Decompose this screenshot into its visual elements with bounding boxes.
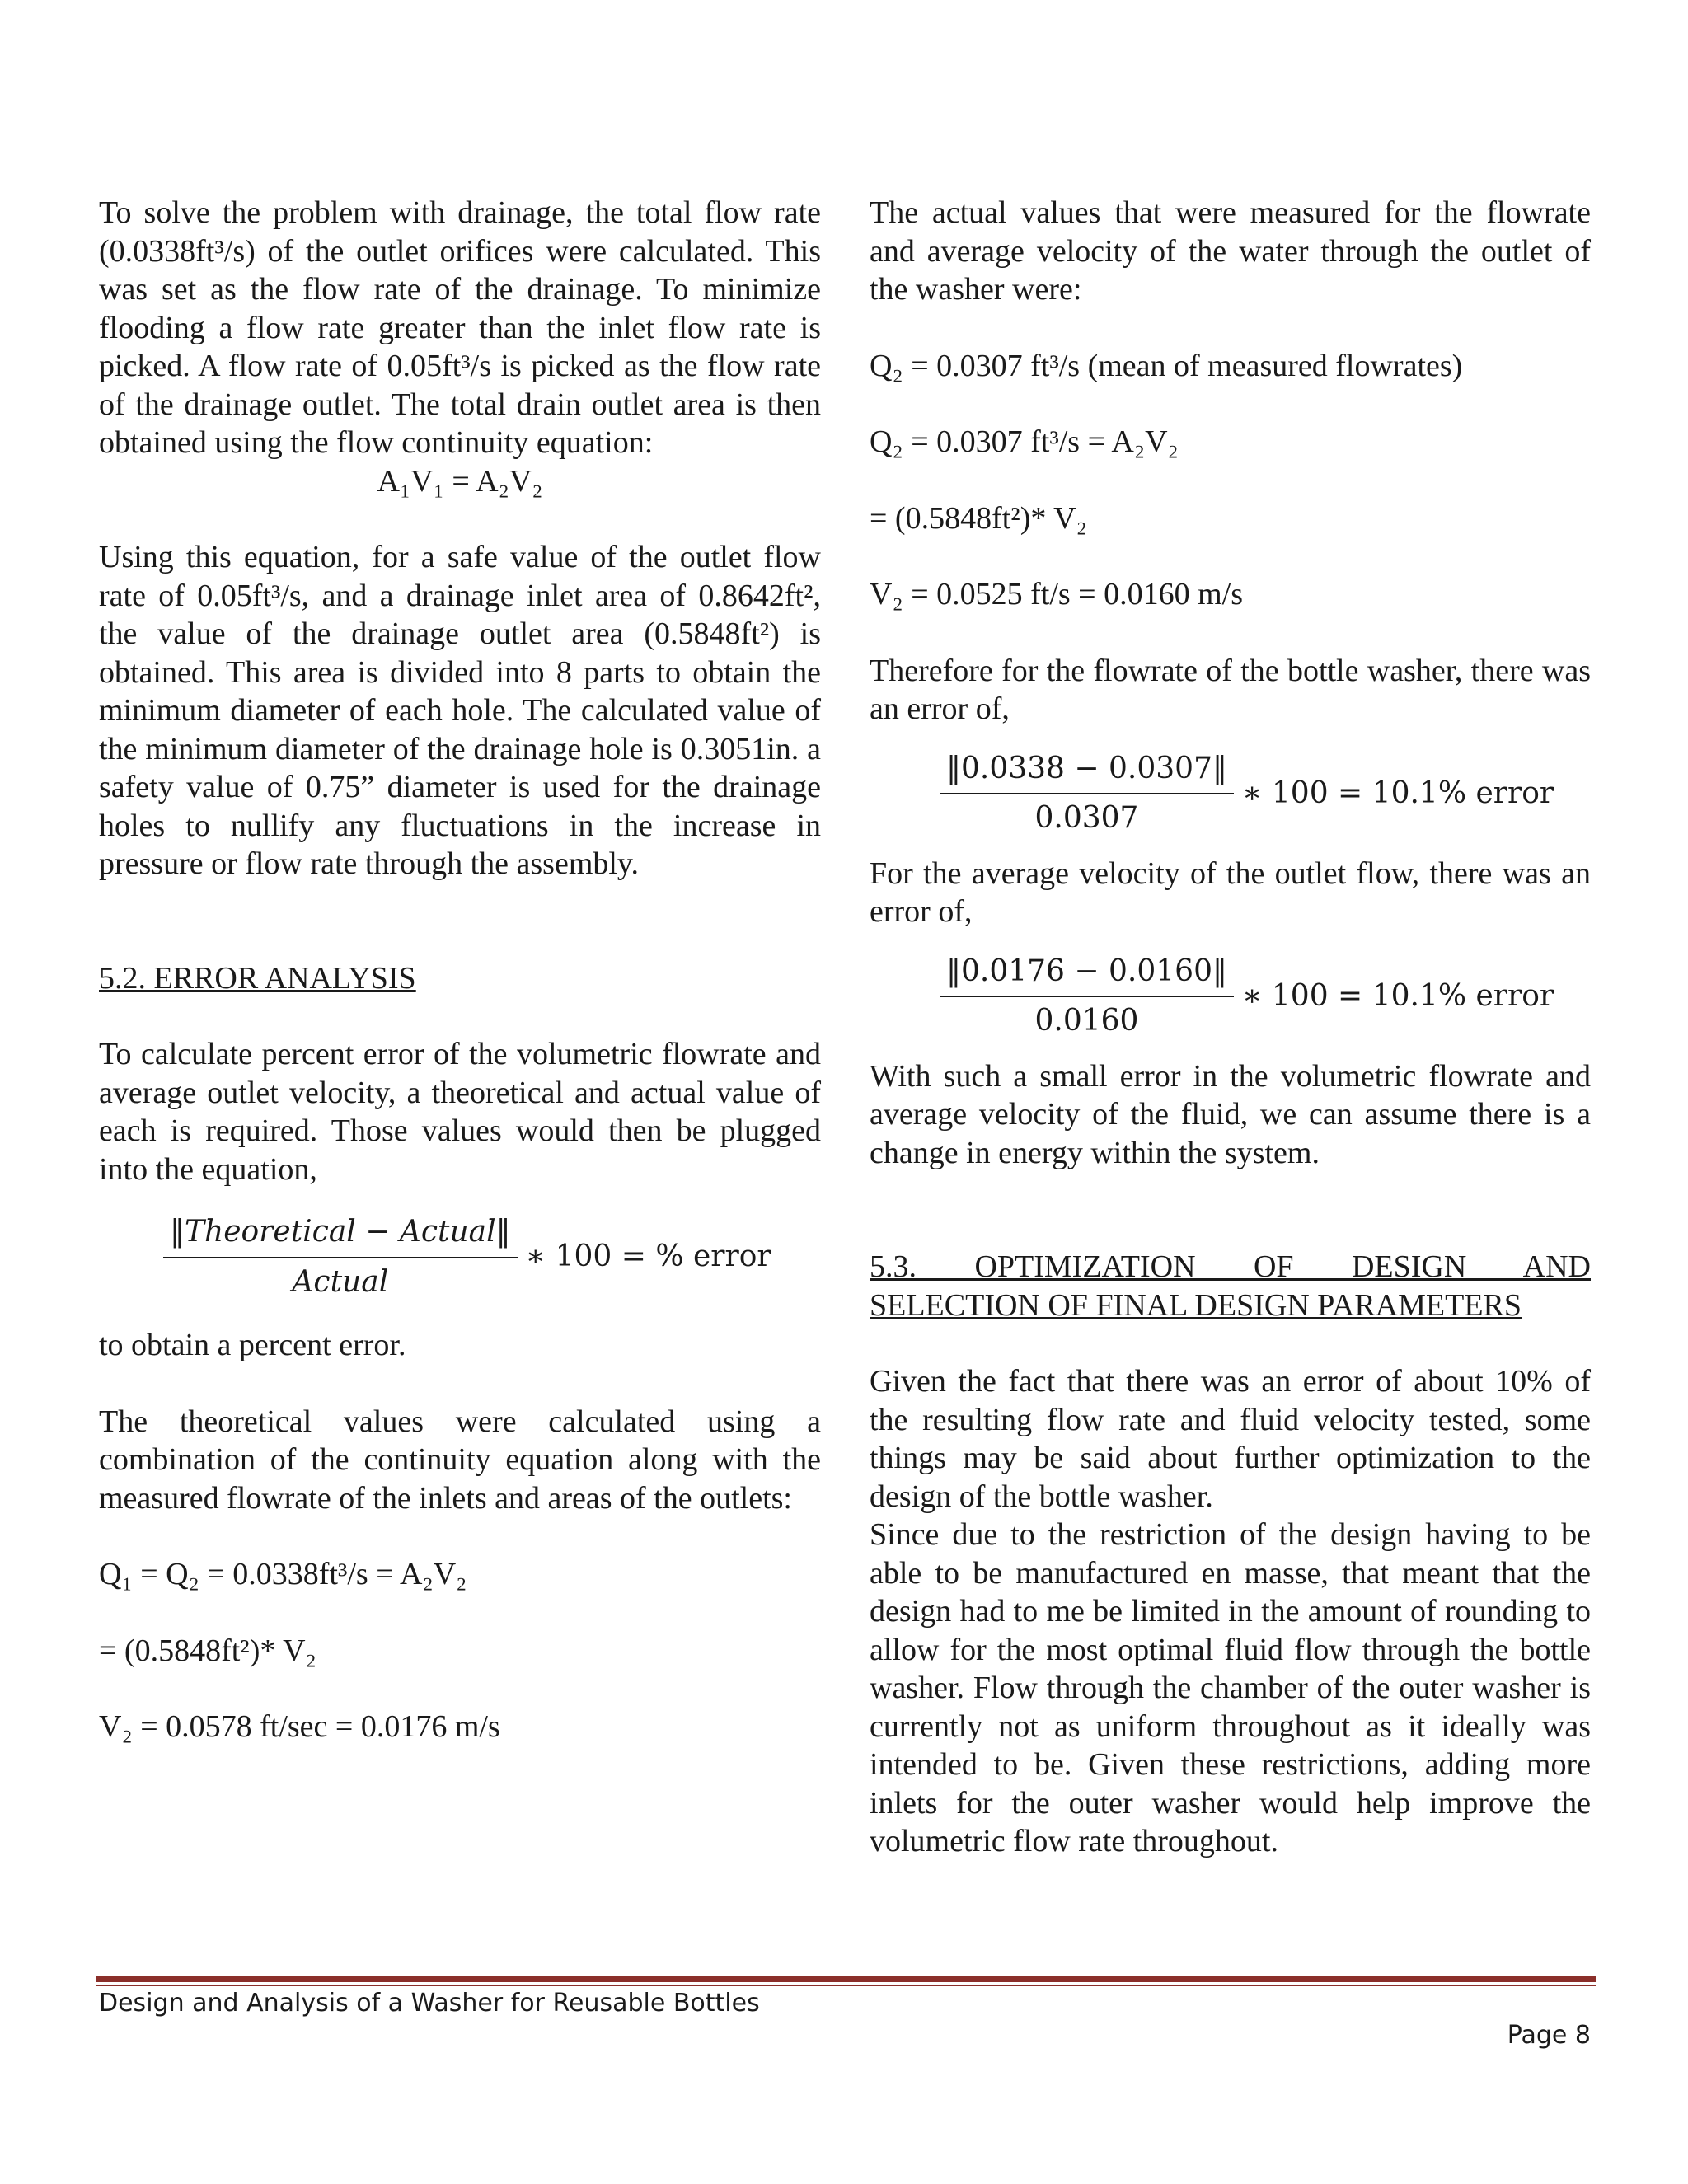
section-heading-optimization: [870, 1248, 1591, 1324]
theoretical-values-paragraph: The theoretical values were calculated using a combination of the continuity equation along with the measured flowrate of the inlets and areas of the outlets:: [99, 1404, 821, 1516]
velocity-error-paragraph: For the average velocity of the outlet flow, there was an error of,: [870, 855, 1591, 929]
percent-error-line: to obtain a percent error.: [99, 1328, 406, 1362]
optimization-paragraph: Given the fact that there was an error of about 10% of the resulting flow rate and fluid velocity tested, some things may be said about further optimization to the design of the bottle washer.: [870, 1364, 1591, 1514]
actual-velocity-line: V₂ = 0.0525 ft/s = 0.0160 m/s: [870, 577, 1244, 612]
footer-rule-thin: [96, 1985, 1596, 1986]
page-number: Page 8: [1507, 2021, 1591, 2050]
section-heading-error-analysis: 5.2. ERROR ANALYSIS: [99, 960, 416, 996]
velocity-error-equation: [870, 953, 1591, 1041]
actual-flow-area-line: Q₂ = 0.0307 ft³/s = A₂V₂: [870, 424, 1179, 459]
actual-area-line: = (0.5848ft²)* V₂: [870, 500, 1087, 536]
right-column: [870, 194, 1591, 1861]
flowrate-error-paragraph: Therefore for the flowrate of the bottle washer, there was an error of,: [870, 653, 1591, 726]
footer-title: Design and Analysis of a Washer for Reusable Bottles: [99, 1989, 760, 2018]
left-column: [99, 194, 821, 1746]
error-intro-paragraph: To calculate percent error of the volumetric flowrate and average outlet velocity, a theoretical and actual value of each is required. Those values would then be plugged into the equation,: [99, 1037, 821, 1187]
velocity-denominator: 0.0160: [1034, 1004, 1139, 1038]
equation-numerator: ‖Theoretical − Actual‖: [163, 1213, 518, 1258]
flowrate-error-equation: [870, 750, 1591, 838]
theoretical-velocity-line: V₂ = 0.0578 ft/sec = 0.0176 m/s: [99, 1709, 500, 1744]
drainage-area-paragraph: Using this equation, for a safe value of the outlet flow rate of 0.05ft³/s, and a drainage inlet area of 0.8642ft², the value of the drainage outlet area (0.5848ft²) is obtained. This area is divided into 8 parts to obtain the minimum diameter of each hole. The calculated value of the minimum diameter of the drainage hole is 0.3051in. a safety value of 0.75” diameter is used for the drainage holes to nullify any fluctuations in the increase in pressure or flow rate through the assembly.: [99, 540, 821, 881]
velocity-equation-rest: ∗ 100 = 10.1% error: [1241, 978, 1554, 1013]
actual-flow-line: Q₂ = 0.0307 ft³/s (mean of measured flowrates): [870, 348, 1463, 383]
drainage-paragraph: To solve the problem with drainage, the total flow rate (0.0338ft³/s) of the outlet orifices were calculated. This was set as the flow rate of the drainage. To minimize flooding a flow rate greater than the inlet flow rate is picked. A flow rate of 0.05ft³/s is picked as the flow rate of the drainage outlet. The total drain outlet area is then obtained using the flow continuity equation:: [99, 195, 821, 460]
heading-line-1: 5.3. OPTIMIZATION OF DESIGN AND: [870, 1249, 1591, 1284]
percent-error-equation: [99, 1213, 821, 1301]
heading-line-2: SELECTION OF FINAL DESIGN PARAMETERS: [870, 1287, 1522, 1323]
flowrate-numerator: ‖0.0338 − 0.0307‖: [940, 750, 1234, 795]
footer-rule-thick: [96, 1976, 1596, 1982]
equation-rest: ∗ 100 = % error: [525, 1240, 771, 1274]
equation-denominator: Actual: [292, 1264, 389, 1299]
footer-rule: [96, 1976, 1596, 1986]
footer-background: [0, 1994, 1688, 2184]
theoretical-flow-line: Q₁ = Q₂ = 0.0338ft³/s = A₂V₂: [99, 1557, 467, 1591]
continuity-equation: A₁V₁ = A₂V₂: [377, 463, 543, 499]
restriction-paragraph: Since due to the restriction of the design having to be able to be manufactured en masse, that meant that the design had to me be limited in the amount of rounding to allow for the most optimal fluid flow through the bottle washer. Flow through the chamber of the outer washer is currently not as uniform throughout as it ideally was intended to be. Given these restrictions, adding more inlets for the outer washer would help improve the volumetric flow rate throughout.: [870, 1517, 1591, 1858]
velocity-numerator: ‖0.0176 − 0.0160‖: [940, 953, 1234, 998]
actual-values-paragraph: The actual values that were measured for the flowrate and average velocity of the water through the outlet of the washer were:: [870, 195, 1591, 307]
conclusion-paragraph: With such a small error in the volumetric flowrate and average velocity of the fluid, we can assume there is a change in energy within the system.: [870, 1058, 1591, 1170]
theoretical-area-line: = (0.5848ft²)* V₂: [99, 1633, 316, 1668]
flowrate-equation-rest: ∗ 100 = 10.1% error: [1241, 776, 1554, 810]
flowrate-denominator: 0.0307: [1034, 801, 1139, 835]
